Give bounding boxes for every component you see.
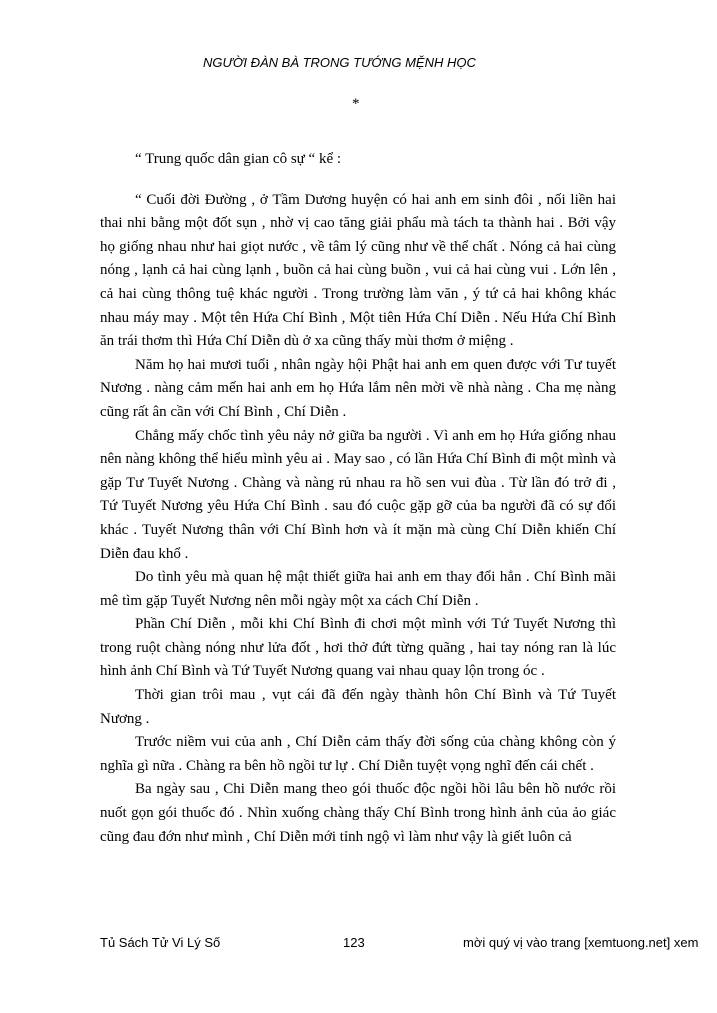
paragraph: Năm họ hai mươi tuổi , nhân ngày hội Phật hai anh em quen được với Tư tuyết Nương . nàng cảm mến hai anh em họ Hứa lắm nên mời về nhà nàng . Cha mẹ nàng cũng rất ân cần với Chí Bình , Chí Diễn . xyxy=(100,356,616,420)
body-text xyxy=(100,148,616,849)
paragraph: Phần Chí Diễn , mỗi khi Chí Bình đi chơi một mình với Tứ Tuyết Nương thì trong ruột chàng nóng như lửa đốt , hơi thở đứt từng quãng , hai tay nóng ran là lúc hình ảnh Chí Bình và Tứ Tuyết Nương quang vai nhau quay lộn trong óc . xyxy=(100,616,616,680)
paragraph-intro: “ Trung quốc dân gian cô sự “ kể : xyxy=(135,151,342,167)
footer-book-title: Tủ Sách Tử Vi Lý Số xyxy=(100,935,221,950)
paragraph: Trước niềm vui của anh , Chí Diễn cảm thấy đời sống của chàng không còn ý nghĩa gì nữa . Chàng ra bên hồ ngồi tư lự . Chí Diễn tuyệt vọng nghĩ đến cái chết . xyxy=(100,734,616,774)
section-separator: * xyxy=(352,96,360,112)
page-number: 123 xyxy=(343,935,365,950)
paragraph: Do tình yêu mà quan hệ mật thiết giữa hai anh em thay đổi hẳn . Chí Bình mãi mê tìm gặp Tuyết Nương nên mỗi ngày một xa cách Chí Diễn . xyxy=(100,569,616,609)
paragraph: Thời gian trôi mau , vụt cái đã đến ngày thành hôn Chí Bình và Tứ Tuyết Nương . xyxy=(100,687,616,727)
footer-site-note: mời quý vị vào trang [xemtuong.net] xem xyxy=(463,935,699,950)
paragraph: Ba ngày sau , Chi Diễn mang theo gói thuốc độc ngồi hồi lâu bên hồ nước rồi nuốt gọn gói thuốc đó . Nhìn xuống chàng thấy Chí Bình trong hình ảnh của ảo giác cũng đau đớn như mình , Chí Diễn mới tỉnh ngộ vì làm như vậy là giết luôn cả xyxy=(100,781,616,845)
running-header: NGƯỜI ĐÀN BÀ TRONG TƯỚNG MỆNH HỌC xyxy=(203,55,476,70)
page-footer xyxy=(0,935,717,955)
paragraph: Chẳng mấy chốc tình yêu nảy nở giữa ba người . Vì anh em họ Hứa giống nhau nên nàng không thể hiểu mình yêu ai . May sao , có lần Hứa Chí Bình đi một mình và gặp Tư Tuyết Nương . Chàng và nàng rủ nhau ra hồ sen vui đùa . Từ lần đó trở đi , Tứ Tuyết Nương yêu Hứa Chí Bình . sau đó cuộc gặp gỡ của ba người đã có sự đổi khác . Tuyết Nương thân với Chí Bình hơn và ít mặn mà cùng Chí Diễn khiến Chí Diễn đau khổ . xyxy=(100,427,616,562)
paragraph: “ Cuối đời Đường , ở Tầm Dương huyện có hai anh em sinh đôi , nối liền hai thai nhi bằng một đốt sụn , nhờ vị cao tăng giải phẩu mà tách ta thành hai . Bởi vậy họ giống nhau như hai giọt nước , về tâm lý cũng như về thể chất . Nóng cả hai cùng nóng , lạnh cả hai cùng lạnh , buồn cả hai cùng buồn , vui cả hai cùng vui . Lớn lên , cả hai cùng thông tuệ khác người . Trong trường làm văn , ý tứ cả hai không khác nhau máy may . Một tên Hứa Chí Bình , Một tiên Hứa Chí Diễn . Nếu Hứa Chí Bình ăn trái thơm thì Hứa Chí Diễn dù ở xa cũng thấy mùi thơm ở miệng . xyxy=(100,191,616,350)
